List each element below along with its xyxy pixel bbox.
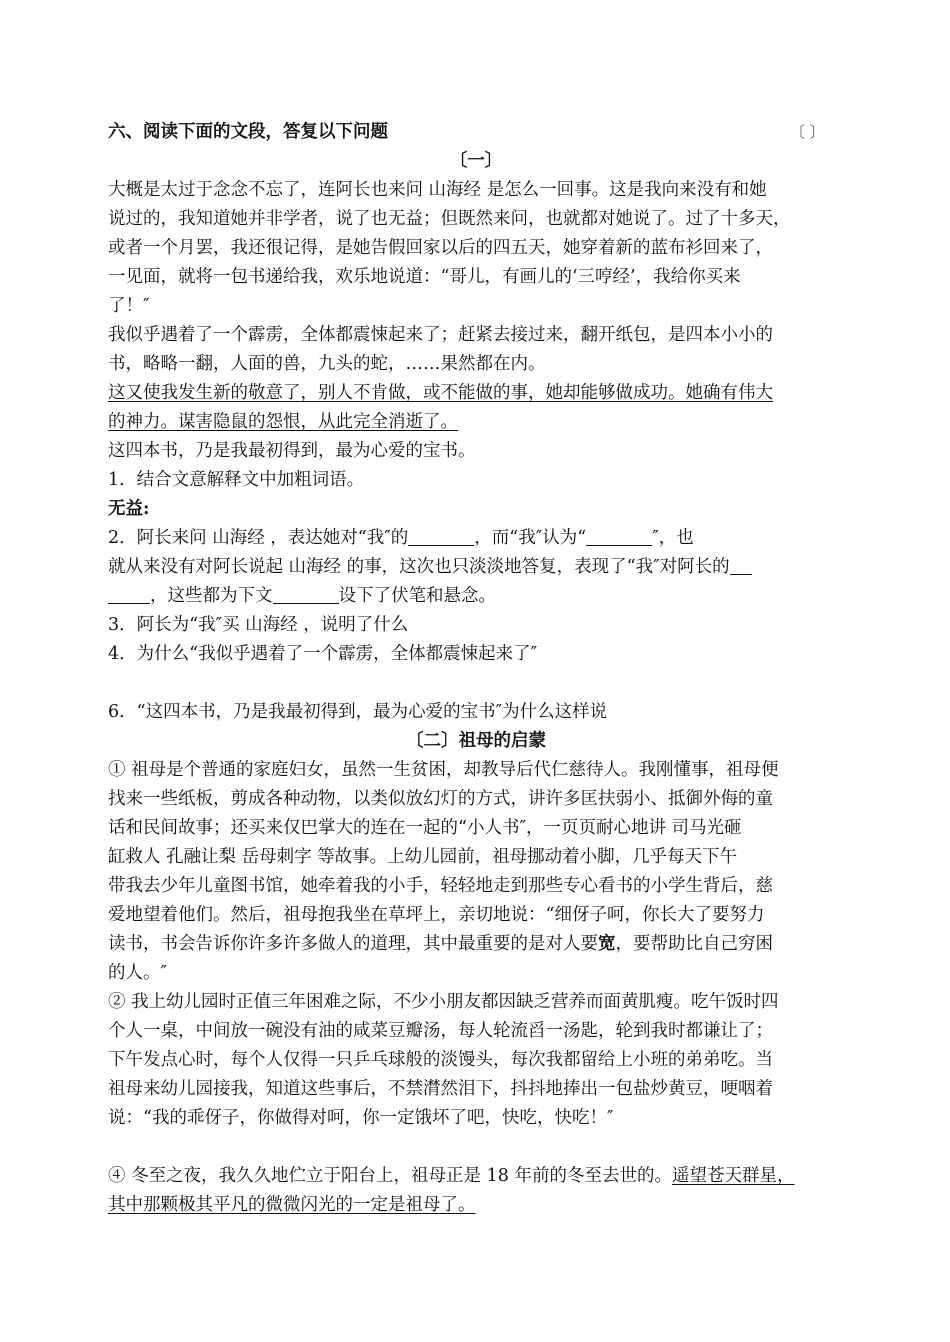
part2-title: 〔二〕祖母的启蒙	[406, 731, 546, 751]
underlined-sentence: 其中那颗极其平凡的微微闪光的一定是祖母了。	[108, 1195, 476, 1215]
question-6: 6．“这四本书，乃是我最初得到，最为心爱的宝书″为什么这样说	[108, 702, 608, 722]
part1-title: 〔一〕	[449, 151, 503, 171]
passage2-line: 我似乎遇着了一个霹雳，全体都震悚起来了；赶紧去接过来，翻开纸包，是四本小小的	[108, 325, 773, 345]
underlined-sentence: 这又使我发生新的敬意了，别人不肯做，或不能做的事，她却能够做成功。她确有伟大	[108, 383, 773, 403]
question-2-text: ，这些都为下文	[150, 586, 273, 606]
b2-line: 祖母来幼儿园接我，知道这些事后，不禁潸然泪下，抖抖地捧出一包盐炒黄豆，哽咽着	[108, 1079, 773, 1099]
question-2-text: ″，也	[652, 528, 694, 548]
b1-line: 爱地望着他们。然后，祖母抱我坐在草坪上，亲切地说：“细伢子呵，你长大了要努力	[108, 905, 765, 925]
passage2-line: 书，略略一翻，人面的兽，九头的蛇，……果然都在内。	[108, 354, 546, 374]
answer-blank[interactable]	[586, 525, 652, 546]
bracket-mark: 〔 〕	[790, 123, 825, 141]
answer-blank[interactable]	[408, 525, 474, 546]
bold-word: 宽	[598, 934, 616, 954]
question-2-text: 设下了伏笔和悬念。	[338, 586, 496, 606]
question-1-word: 无益:	[108, 499, 150, 519]
b2-line: 下午发点心时，每个人仅得一只乒乓球般的淡馒头，每次我都留给上小班的弟弟吃。当	[108, 1050, 773, 1070]
passage1-line: 说过的，我知道她并非学者，说了也无益；但既然来问，也就都对她说了。过了十多天，	[108, 209, 791, 229]
question-2-line2	[108, 553, 844, 582]
document-page	[108, 118, 844, 1220]
passage1-line: 了！″	[108, 296, 150, 316]
answer-blank[interactable]	[730, 554, 752, 575]
b1-line: 缸救人 孔融让梨 岳母刺字 等故事。上幼儿园前，祖母挪动着小脚，几乎每天下午	[108, 847, 738, 867]
question-4: 4．为什么“我似乎遇着了一个霹雳，全体都震悚起来了″	[108, 644, 538, 664]
passage1-line: 大概是太过于念念不忘了，连阿长也来问 山海经 是怎么一回事。这是我向来没有和她	[108, 180, 767, 200]
underlined-sentence: 遥望苍天群星，	[671, 1166, 795, 1186]
b2-line: 说：“我的乖伢子，你做得对呵，你一定饿坏了吧，快吃，快吃！″	[108, 1108, 614, 1128]
b1-line: 找来一些纸板，剪成各种动物，以类似放幻灯的方式，讲许多匡扶弱小、抵御外侮的童	[108, 789, 773, 809]
passage1-line: 一见面，就将一包书递给我，欢乐地说道：“哥儿，有画儿的‘三哼经’，我给你买来	[108, 267, 741, 287]
b2-line: 个人一桌，中间放一碗没有油的咸菜豆瓣汤，每人轮流舀一汤匙，轮到我时都谦让了；	[108, 1021, 773, 1041]
question-2-text: 就从来没有对阿长说起 山海经 的事，这次也只淡淡地答复，表现了“我″对阿长的	[108, 557, 730, 577]
b1-text: ，要帮助比自己穷困	[615, 934, 773, 954]
question-2-line1	[108, 524, 844, 553]
question-3: 3．阿长为“我″买 山海经 ，说明了什么	[108, 615, 409, 635]
question-2-text: 2．阿长来问 山海经 ，表达她对“我″的	[108, 528, 409, 548]
answer-blank[interactable]	[273, 583, 339, 604]
question-2-text: ，而“我″认为“	[474, 528, 587, 548]
section-heading: 六、阅读下面的文段，答复以下问题	[108, 122, 388, 142]
b1-line: 的人。″	[108, 963, 168, 983]
b1-line: ① 祖母是个普通的家庭妇女，虽然一生贫困，却教导后代仁慈待人。我刚懂事，祖母便	[108, 760, 779, 780]
b1-text: 读书，书会告诉你许多许多做人的道理，其中最重要的是对人要	[108, 934, 598, 954]
b1-line	[108, 930, 844, 959]
b1-line: 带我去少年儿童图书馆，她牵着我的小手，轻轻地走到那些专心看书的小学生背后，慈	[108, 876, 773, 896]
passage4-line: 这四本书，乃是我最初得到，最为心爱的宝书。	[108, 441, 476, 461]
b4-text: ④ 冬至之夜，我久久地伫立于阳台上，祖母正是 18 年前的冬至去世的。	[108, 1166, 672, 1186]
answer-blank[interactable]	[108, 583, 150, 604]
b4-line	[108, 1162, 844, 1191]
b2-line: ② 我上幼儿园时正值三年困难之际，不少小朋友都因缺乏营养而面黄肌瘦。吃午饭时四	[108, 992, 779, 1012]
passage1-line: 或者一个月罢，我还很记得，是她告假回家以后的四五天，她穿着新的蓝布衫回来了，	[108, 238, 773, 258]
question-1: 1．结合文意解释文中加粗词语。	[108, 470, 365, 490]
question-2-line3	[108, 582, 844, 611]
underlined-sentence: 的神力。谋害隐鼠的怨恨，从此完全消逝了。	[108, 412, 458, 432]
b1-line: 话和民间故事；还买来仅巴掌大的连在一起的“小人书″，一页页耐心地讲 司马光砸	[108, 818, 742, 838]
